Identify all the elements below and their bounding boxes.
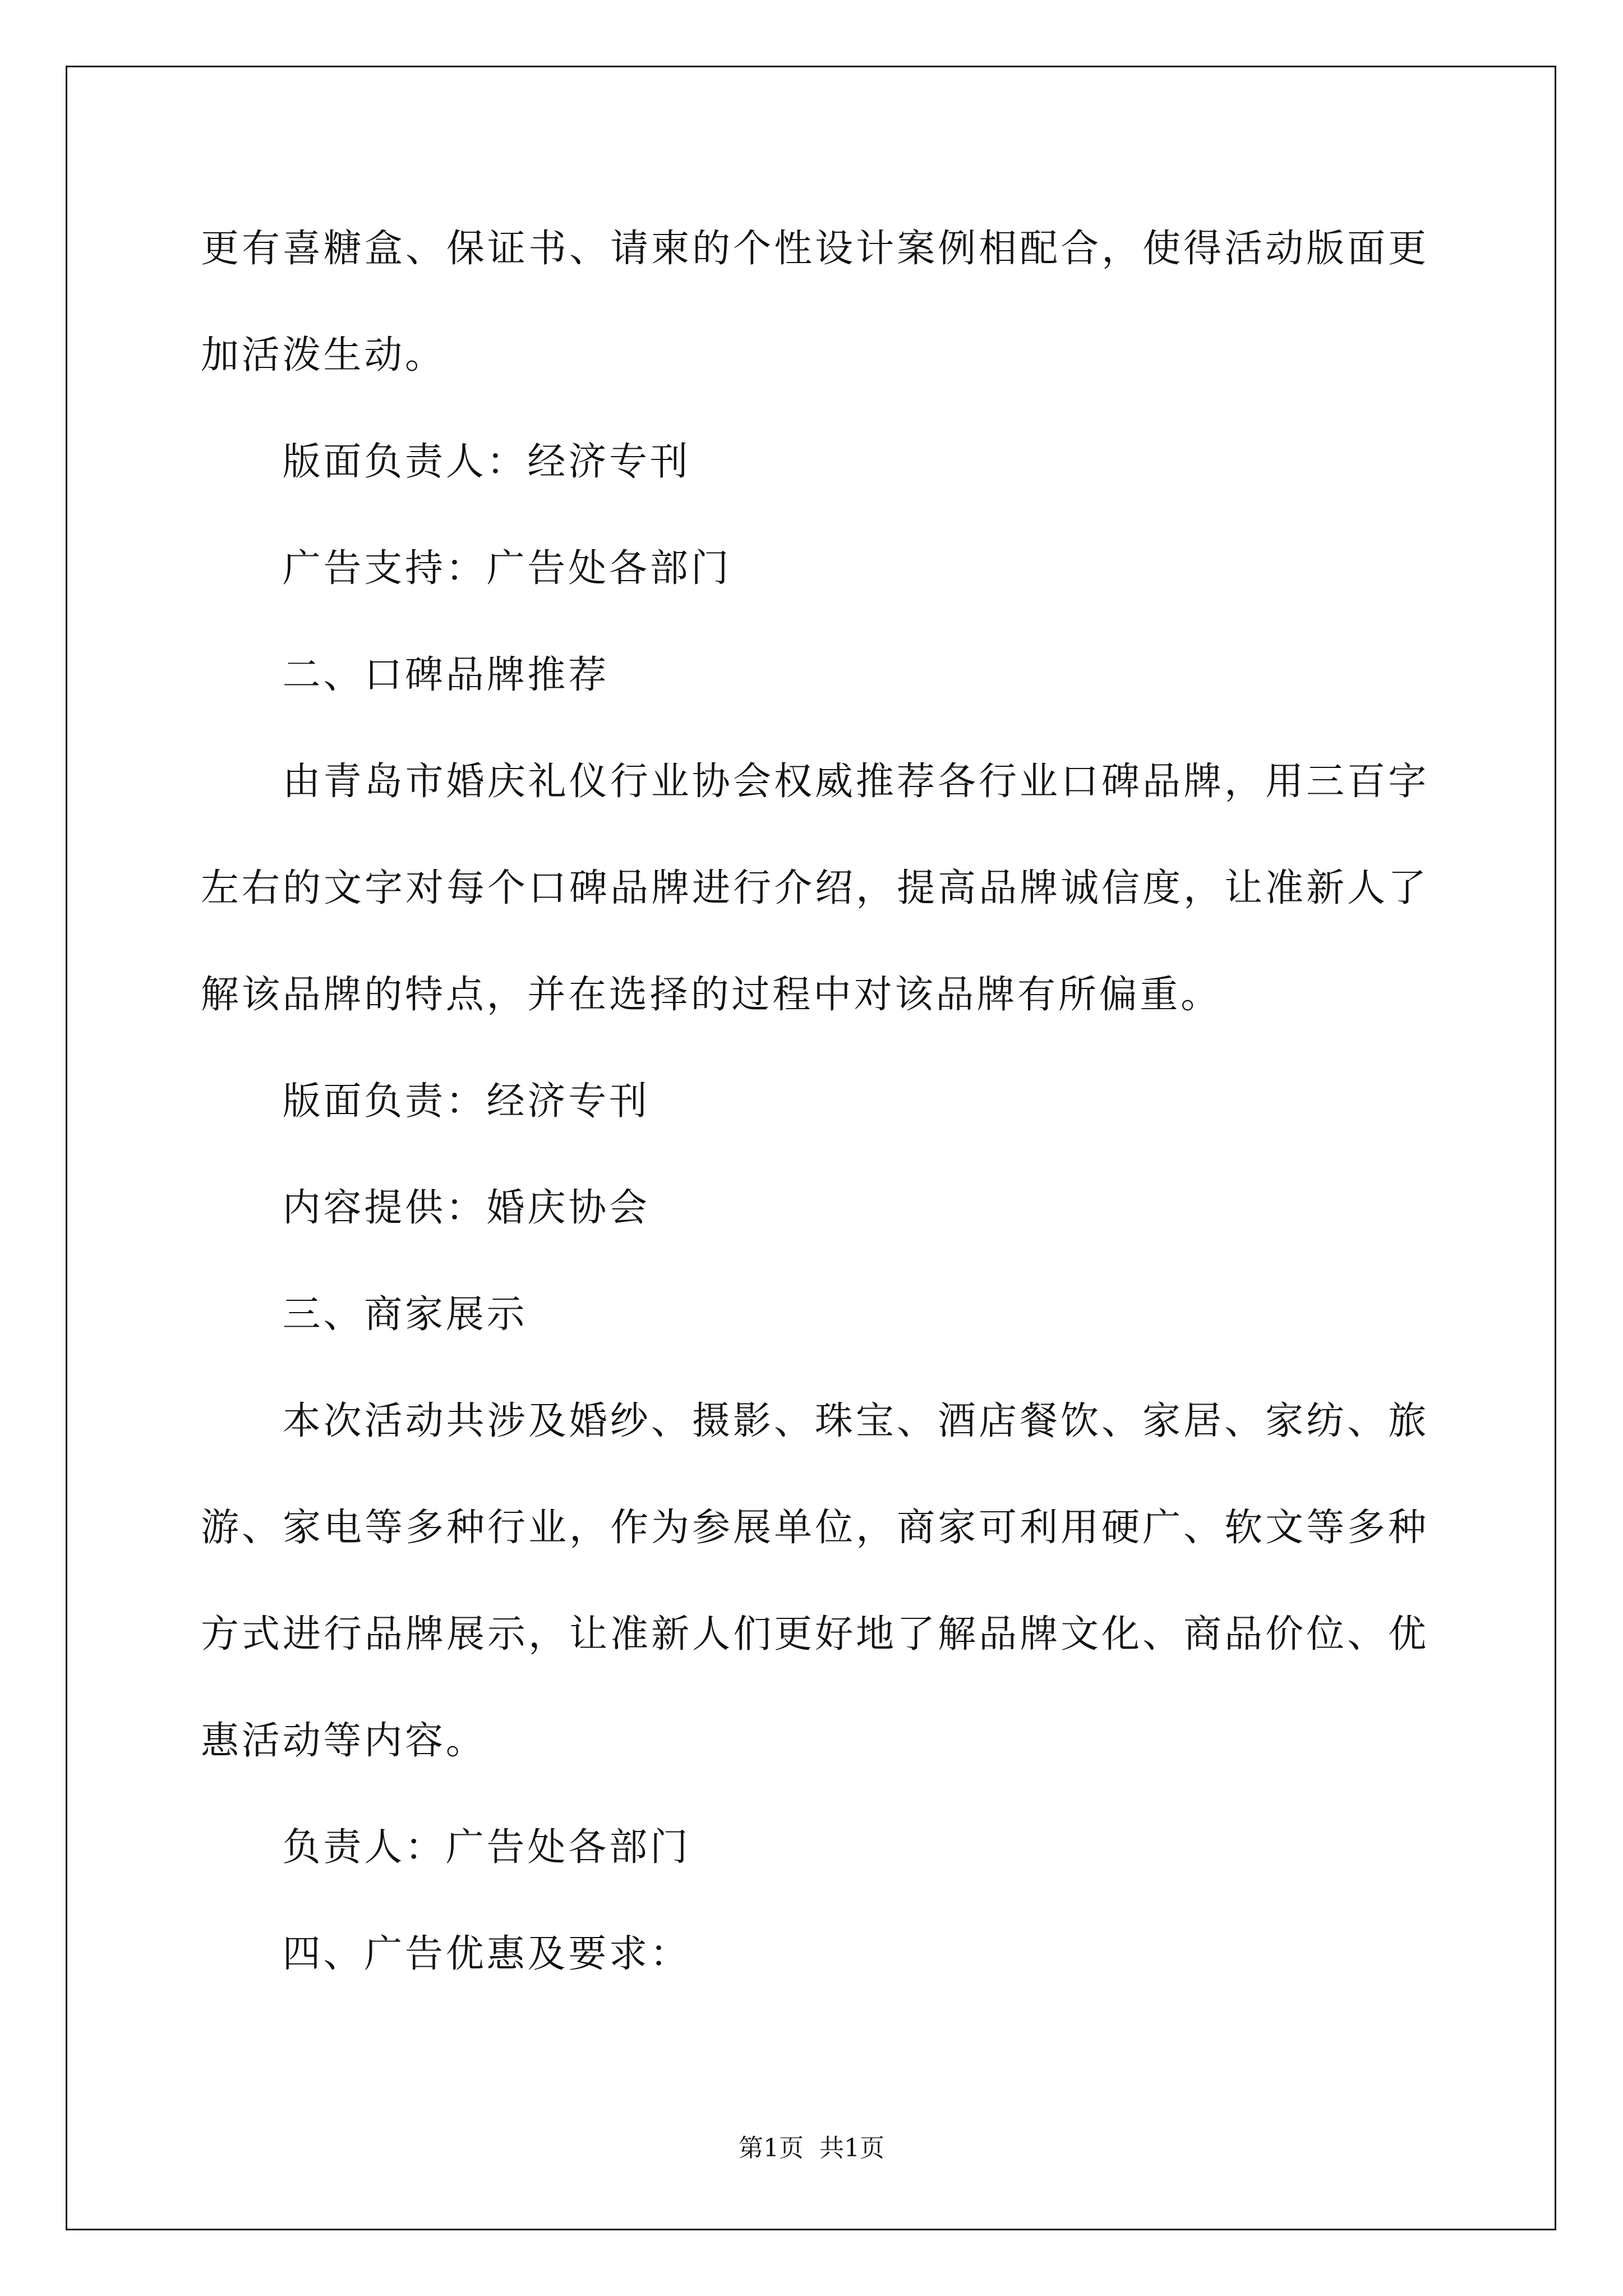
paragraph-owner: 负责人：广告处各部门 <box>282 1825 691 1870</box>
page-footer: 第1页 共1页 <box>739 2134 884 2162</box>
paragraph-continuation: 更有喜糖盒、保证书、请柬的个性设计案例相配合，使得活动版面更加活泼生动。 <box>201 227 1429 378</box>
section-heading-merchant-display: 三、商家展示 <box>282 1292 528 1337</box>
document-body <box>201 196 1429 2008</box>
paragraph-ad-support: 广告支持：广告处各部门 <box>282 546 732 591</box>
paragraph-layout-owner-2: 版面负责：经济专刊 <box>282 1079 650 1124</box>
section-heading-brand-recommendation: 二、口碑品牌推荐 <box>282 653 609 697</box>
paragraph-merchant-display: 本次活动共涉及婚纱、摄影、珠宝、酒店餐饮、家居、家纺、旅游、家电等多种行业，作为参展单位，商家可利用硬广、软文等多种方式进行品牌展示，让准新人们更好地了解品牌文化、商品价位、优惠活动等内容。 <box>201 1399 1429 1763</box>
section-heading-ad-discounts: 四、广告优惠及要求： <box>282 1932 691 1976</box>
paragraph-content-provider: 内容提供：婚庆协会 <box>282 1186 650 1230</box>
paragraph-layout-owner: 版面负责人：经济专刊 <box>282 440 691 484</box>
paragraph-brand-recommendation: 由青岛市婚庆礼仪行业协会权威推荐各行业口碑品牌，用三百字左右的文字对每个口碑品牌进行介绍，提高品牌诚信度，让准新人了解该品牌的特点，并在选择的过程中对该品牌有所偏重。 <box>201 760 1429 1017</box>
